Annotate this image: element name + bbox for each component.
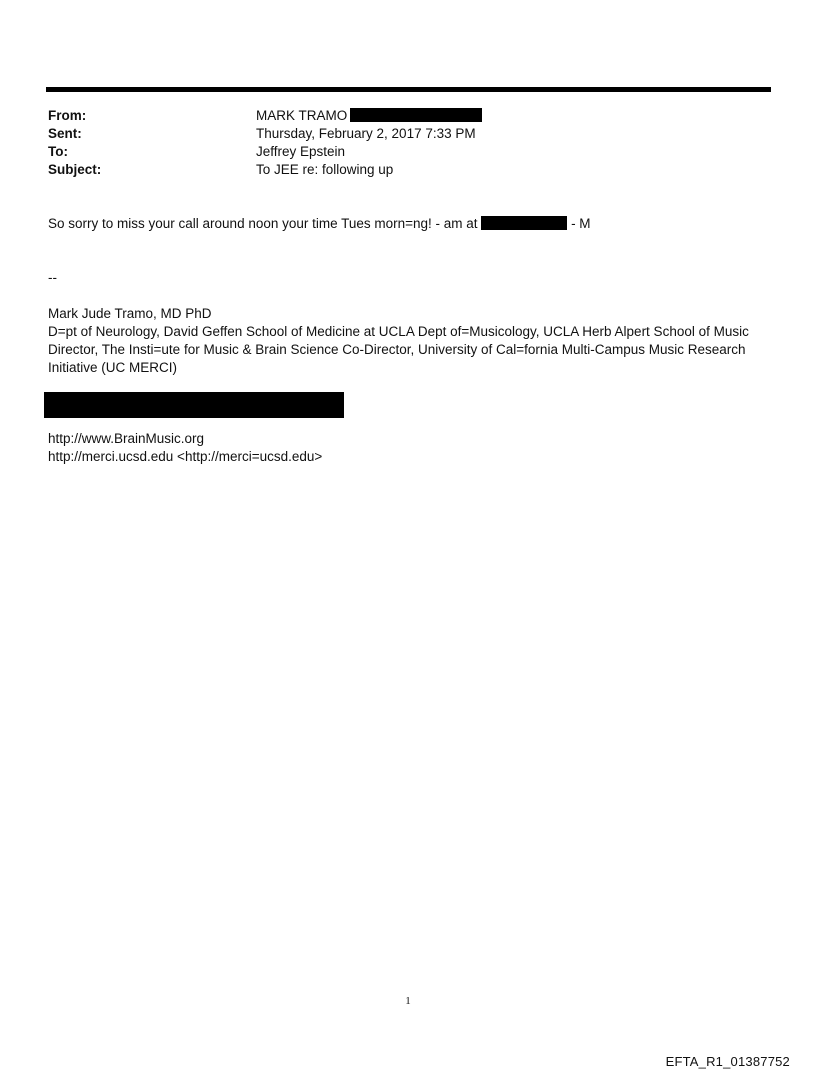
- signature-links: [48, 430, 322, 466]
- signature-line: Initiative (UC MERCI): [48, 360, 178, 375]
- from-row: [48, 107, 748, 125]
- signature-name: Mark Jude Tramo, MD PhD: [48, 306, 212, 321]
- to-row: [48, 143, 748, 161]
- document-id: EFTA_R1_01387752: [665, 1054, 790, 1069]
- subject-label: Subject:: [48, 162, 102, 177]
- message-redaction: [481, 216, 567, 230]
- brainmusic-link[interactable]: http://www.BrainMusic.org: [48, 431, 205, 446]
- header-divider-rule: [46, 87, 771, 92]
- from-name: MARK TRAMO: [256, 108, 348, 123]
- from-value: [256, 107, 482, 125]
- email-header: [48, 107, 748, 179]
- message-text-after: - M: [567, 216, 591, 231]
- merci-link[interactable]: http://merci.ucsd.edu <http://merci=ucsd.edu>: [48, 449, 323, 464]
- message-text-before: So sorry to miss your call around noon your time Tues morn=ng! - am at: [48, 216, 482, 231]
- to-value: Jeffrey Epstein: [256, 144, 346, 159]
- from-label: From:: [48, 108, 87, 123]
- sent-label: Sent:: [48, 126, 82, 141]
- subject-value: To JEE re: following up: [256, 162, 394, 177]
- subject-row: [48, 161, 748, 179]
- message-body: [48, 215, 591, 233]
- from-redaction: [350, 108, 482, 122]
- signature-separator: --: [48, 270, 57, 285]
- sent-row: [48, 125, 748, 143]
- signature-line: D=pt of Neurology, David Geffen School of Medicine at UCLA Dept of=Musicology, UCLA Herb Alpert School of Music: [48, 324, 749, 339]
- signature-line: Director, The Insti=ute for Music & Brain Science Co-Director, University of Cal=fornia Multi-Campus Music Research: [48, 342, 746, 357]
- to-label: To:: [48, 144, 68, 159]
- sent-value: Thursday, February 2, 2017 7:33 PM: [256, 126, 476, 141]
- signature-block: [48, 305, 758, 377]
- signature-redaction: [44, 392, 344, 418]
- page-number: 1: [405, 995, 411, 1007]
